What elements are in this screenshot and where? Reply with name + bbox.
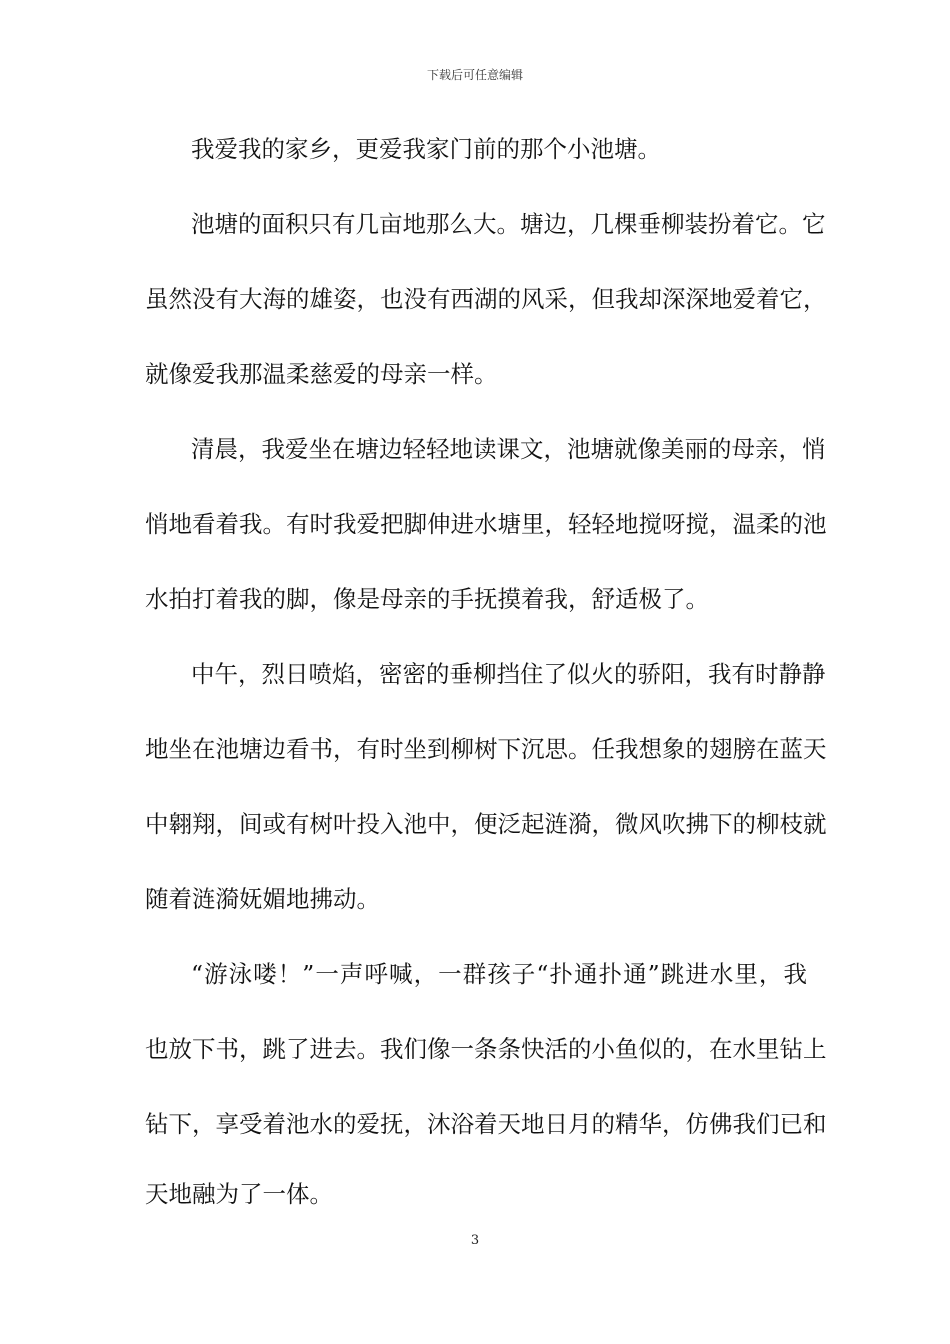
page-number: 3 bbox=[470, 1233, 480, 1248]
paragraph-2-line-3: 就像爱我那温柔慈爱的母亲一样。 bbox=[145, 360, 498, 388]
paragraph-3-line-1: 清晨，我爱坐在塘边轻轻地读课文，池塘就像美丽的母亲，悄 bbox=[191, 435, 826, 463]
paragraph-4-line-2: 地坐在池塘边看书，有时坐到柳树下沉思。任我想象的翅膀在蓝天 bbox=[145, 735, 827, 763]
paragraph-3-line-3: 水拍打着我的脚，像是母亲的手抚摸着我，舒适极了。 bbox=[145, 585, 709, 613]
paragraph-5-line-3: 钻下，享受着池水的爱抚，沐浴着天地日月的精华，仿佛我们已和 bbox=[145, 1110, 827, 1138]
paragraph-1-line-1: 我爱我的家乡，更爱我家门前的那个小池塘。 bbox=[191, 135, 661, 163]
paragraph-5-line-2: 也放下书，跳了进去。我们像一条条快活的小鱼似的，在水里钻上 bbox=[145, 1035, 827, 1063]
paragraph-3-line-2: 悄地看着我。有时我爱把脚伸进水塘里，轻轻地搅呀搅，温柔的池 bbox=[145, 510, 827, 538]
paragraph-2-line-1: 池塘的面积只有几亩地那么大。塘边，几棵垂柳装扮着它。它 bbox=[191, 210, 826, 238]
paragraph-4-line-3: 中翱翔，间或有树叶投入池中，便泛起涟漪，微风吹拂下的柳枝就 bbox=[145, 810, 827, 838]
paragraph-2-line-2: 虽然没有大海的雄姿，也没有西湖的风采，但我却深深地爱着它， bbox=[145, 285, 827, 313]
paragraph-5-line-1: “游泳喽！”一声呼喊，一群孩子“扑通扑通”跳进水里，我 bbox=[191, 960, 807, 988]
page-header: 下载后可任意编辑 bbox=[426, 68, 523, 82]
paragraph-4-line-1: 中午，烈日喷焰，密密的垂柳挡住了似火的骄阳，我有时静静 bbox=[191, 660, 826, 688]
paragraph-5-line-4: 天地融为了一体。 bbox=[145, 1180, 333, 1208]
paragraph-4-line-4: 随着涟漪妩媚地拂动。 bbox=[145, 885, 380, 913]
